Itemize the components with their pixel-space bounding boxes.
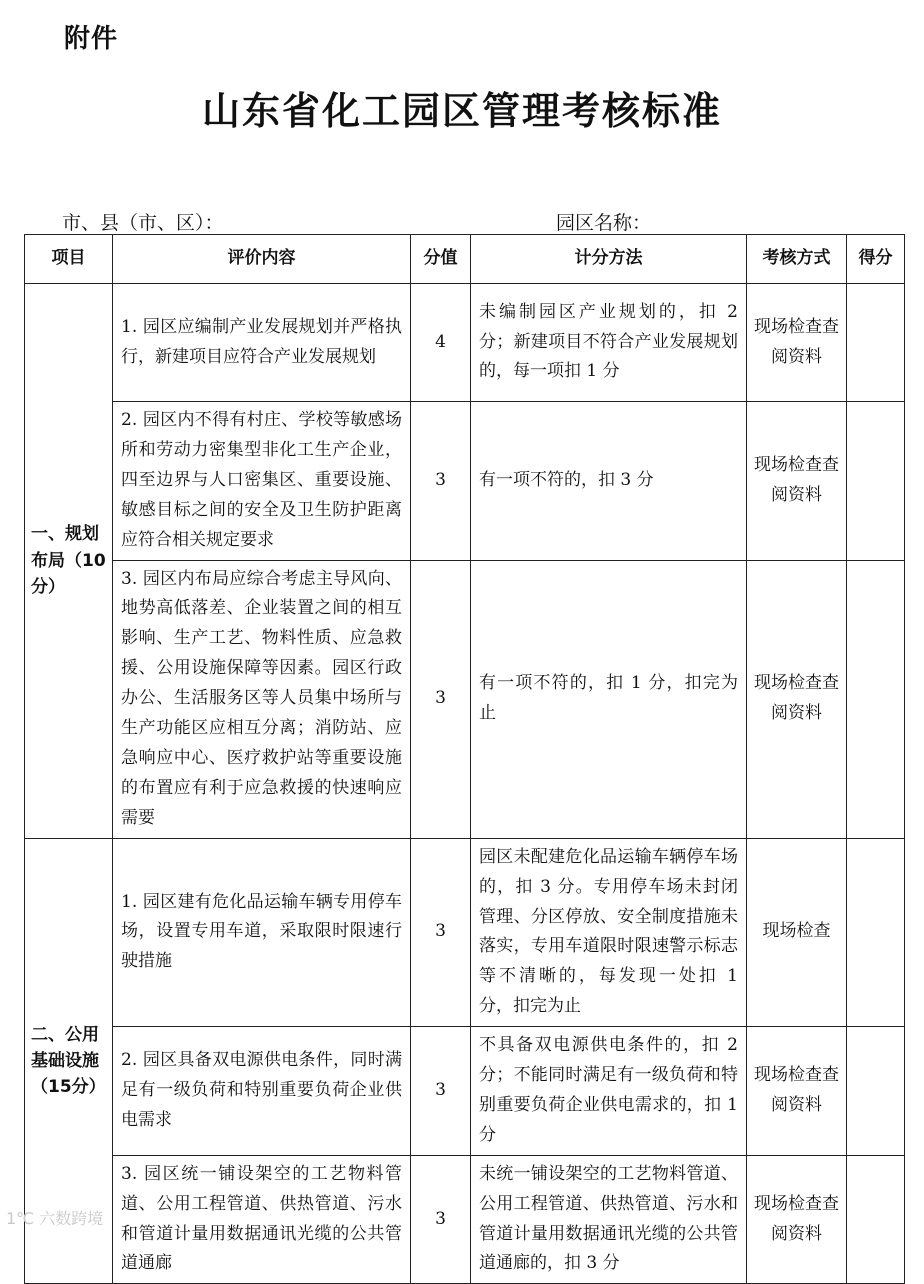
table-row <box>25 402 905 561</box>
criteria-content-cell: 1. 园区应编制产业发展规划并严格执行，新建项目应符合产业发展规划 <box>113 284 411 402</box>
assessment-method-cell: 现场检查查阅资料 <box>747 284 847 402</box>
table-row <box>25 284 905 402</box>
score-value-cell: 3 <box>411 1155 471 1284</box>
table-header-row <box>25 235 905 284</box>
criteria-content-cell: 1. 园区建有危化品运输车辆专用停车场，设置专用车道，采取限时限速行驶措施 <box>113 838 411 1026</box>
column-header-item: 项目 <box>25 235 113 284</box>
column-header-method: 考核方式 <box>747 235 847 284</box>
city-field-label: 市、县（市、区）： <box>62 212 224 234</box>
column-header-content: 评价内容 <box>113 235 411 284</box>
table-row <box>25 560 905 838</box>
criteria-content-cell: 2. 园区内不得有村庄、学校等敏感场所和劳动力密集型非化工生产企业，四至边界与人口密集区、重要设施、敏感目标之间的安全及卫生防护距离应符合相关规定要求 <box>113 402 411 561</box>
column-header-rule: 计分方法 <box>471 235 747 284</box>
criteria-content-cell: 3. 园区内布局应综合考虑主导风向、地势高低落差、企业装置之间的相互影响、生产工艺、物料性质、应急救援、公用设施保障等因素。园区行政办公、生活服务区等人员集中场所与生产功能区应相互分离；消防站、应急响应中心、医疗救护站等重要设施的布置应有利于应急救援的快速响应需要 <box>113 560 411 838</box>
score-value-cell: 4 <box>411 284 471 402</box>
result-cell[interactable] <box>847 838 905 1026</box>
scoring-rule-cell: 有一项不符的，扣 1 分，扣完为止 <box>471 560 747 838</box>
assessment-method-cell: 现场检查查阅资料 <box>747 1027 847 1156</box>
scoring-rule-cell: 园区未配建危化品运输车辆停车场的，扣 3 分。专用停车场未封闭管理、分区停放、安全制度措施未落实，专用车道限时限速警示标志等不清晰的，每发现一处扣 1 分，扣完为止 <box>471 838 747 1026</box>
park-name-field-label: 园区名称： <box>556 212 652 234</box>
document-title: 山东省化工园区管理考核标准 <box>201 88 722 133</box>
scoring-rule-cell: 不具备双电源供电条件的，扣 2 分；不能同时满足有一级负荷和特别重要负荷企业供电需求的，扣 1 分 <box>471 1027 747 1156</box>
scoring-rule-cell: 未统一铺设架空的工艺物料管道、公用工程管道、供热管道、污水和管道计量用数据通讯光缆的公共管道通廊的，扣 3 分 <box>471 1155 747 1284</box>
scoring-rule-cell: 未编制园区产业规划的，扣 2 分；新建项目不符合产业发展规划的，每一项扣 1 分 <box>471 284 747 402</box>
assessment-method-cell: 现场检查查阅资料 <box>747 1155 847 1284</box>
assessment-method-cell: 现场检查 <box>747 838 847 1026</box>
result-cell[interactable] <box>847 1155 905 1284</box>
score-value-cell: 3 <box>411 402 471 561</box>
column-header-result: 得分 <box>847 235 905 284</box>
table-row <box>25 838 905 1026</box>
result-cell[interactable] <box>847 1027 905 1156</box>
result-cell[interactable] <box>847 560 905 838</box>
table-row <box>25 1155 905 1284</box>
column-header-score: 分值 <box>411 235 471 284</box>
attachment-label: 附件 <box>64 24 119 54</box>
result-cell[interactable] <box>847 402 905 561</box>
result-cell[interactable] <box>847 284 905 402</box>
assessment-table <box>24 234 905 1284</box>
scoring-rule-cell: 有一项不符的，扣 3 分 <box>471 402 747 561</box>
score-value-cell: 3 <box>411 560 471 838</box>
criteria-content-cell: 3. 园区统一铺设架空的工艺物料管道、公用工程管道、供热管道、污水和管道计量用数据通讯光缆的公共管道通廊 <box>113 1155 411 1284</box>
assessment-method-cell: 现场检查查阅资料 <box>747 560 847 838</box>
criteria-content-cell: 2. 园区具备双电源供电条件，同时满足有一级负荷和特别重要负荷企业供电需求 <box>113 1027 411 1156</box>
table-row <box>25 1027 905 1156</box>
assessment-method-cell: 现场检查查阅资料 <box>747 402 847 561</box>
watermark: 1℃ 六数跨境 <box>6 1209 104 1228</box>
category-cell: 二、公用基础设施（15分） <box>25 838 113 1284</box>
score-value-cell: 3 <box>411 838 471 1026</box>
score-value-cell: 3 <box>411 1027 471 1156</box>
category-cell: 一、规划布局（10分） <box>25 284 113 839</box>
